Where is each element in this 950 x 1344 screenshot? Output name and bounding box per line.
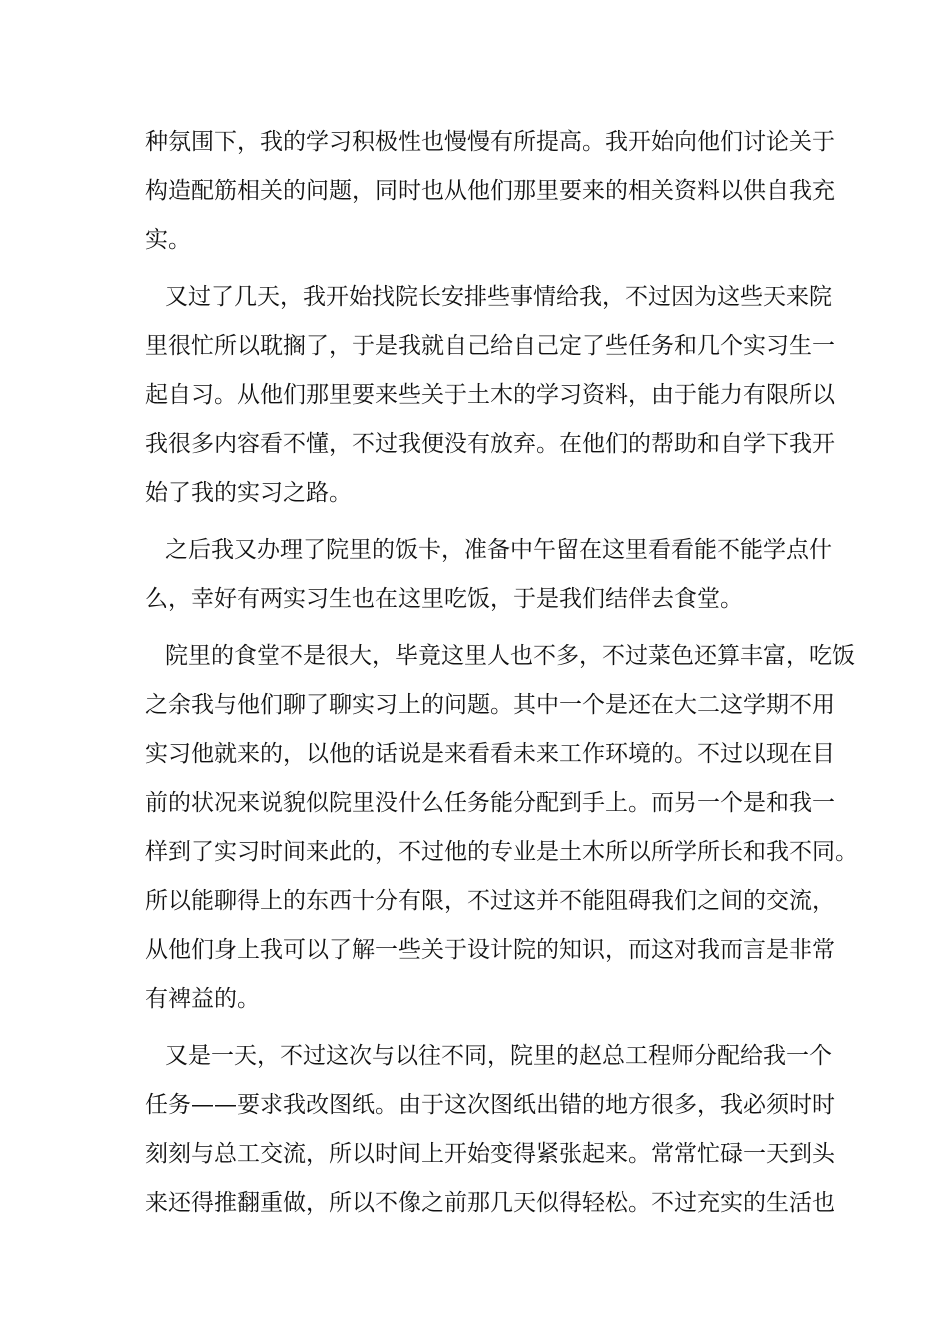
text-line: 起自习。从他们那里要来些关于土木的学习资料，由于能力有限所以 bbox=[145, 382, 835, 408]
text-line: 样到了实习时间来此的，不过他的专业是土木所以所学所长和我不同。 bbox=[145, 839, 858, 865]
text-line: 刻刻与总工交流，所以时间上开始变得紧张起来。常常忙碌一天到头 bbox=[145, 1141, 835, 1167]
text-line: 之余我与他们聊了聊实习上的问题。其中一个是还在大二这学期不用 bbox=[145, 692, 835, 718]
paragraph-first-line: 又是一天，不过这次与以往不同，院里的赵总工程师分配给我一个 bbox=[165, 1043, 832, 1069]
text-line: 所以能聊得上的东西十分有限，不过这并不能阻碍我们之间的交流， bbox=[145, 888, 835, 914]
paragraph-first-line: 之后我又办理了院里的饭卡，准备中午留在这里看看能不能学点什 bbox=[165, 537, 832, 563]
text-line: 有裨益的。 bbox=[145, 986, 260, 1012]
text-line: 种氛围下，我的学习积极性也慢慢有所提高。我开始向他们讨论关于 bbox=[145, 129, 835, 155]
text-line: 构造配筋相关的问题，同时也从他们那里要来的相关资料以供自我充 bbox=[145, 178, 835, 204]
text-line: 么，幸好有两实习生也在这里吃饭，于是我们结伴去食堂。 bbox=[145, 586, 743, 612]
text-line: 实习他就来的，以他的话说是来看看未来工作环境的。不过以现在目 bbox=[145, 741, 835, 767]
text-line: 任务——要求我改图纸。由于这次图纸出错的地方很多，我必须时时 bbox=[145, 1092, 835, 1118]
paragraph-first-line: 院里的食堂不是很大，毕竟这里人也不多，不过菜色还算丰富，吃饭 bbox=[165, 643, 855, 669]
text-line: 里很忙所以耽搁了，于是我就自己给自己定了些任务和几个实习生一 bbox=[145, 333, 835, 359]
text-line: 从他们身上我可以了解一些关于设计院的知识，而这对我而言是非常 bbox=[145, 937, 835, 963]
text-line: 前的状况来说貌似院里没什么任务能分配到手上。而另一个是和我一 bbox=[145, 790, 835, 816]
text-line: 始了我的实习之路。 bbox=[145, 480, 352, 506]
text-line: 我很多内容看不懂，不过我便没有放弃。在他们的帮助和自学下我开 bbox=[145, 431, 835, 457]
text-line: 来还得推翻重做，所以不像之前那几天似得轻松。不过充实的生活也 bbox=[145, 1190, 835, 1216]
body-text bbox=[145, 118, 858, 1228]
text-line: 实。 bbox=[145, 227, 191, 253]
paragraph-first-line: 又过了几天，我开始找院长安排些事情给我，不过因为这些天来院 bbox=[165, 284, 832, 310]
